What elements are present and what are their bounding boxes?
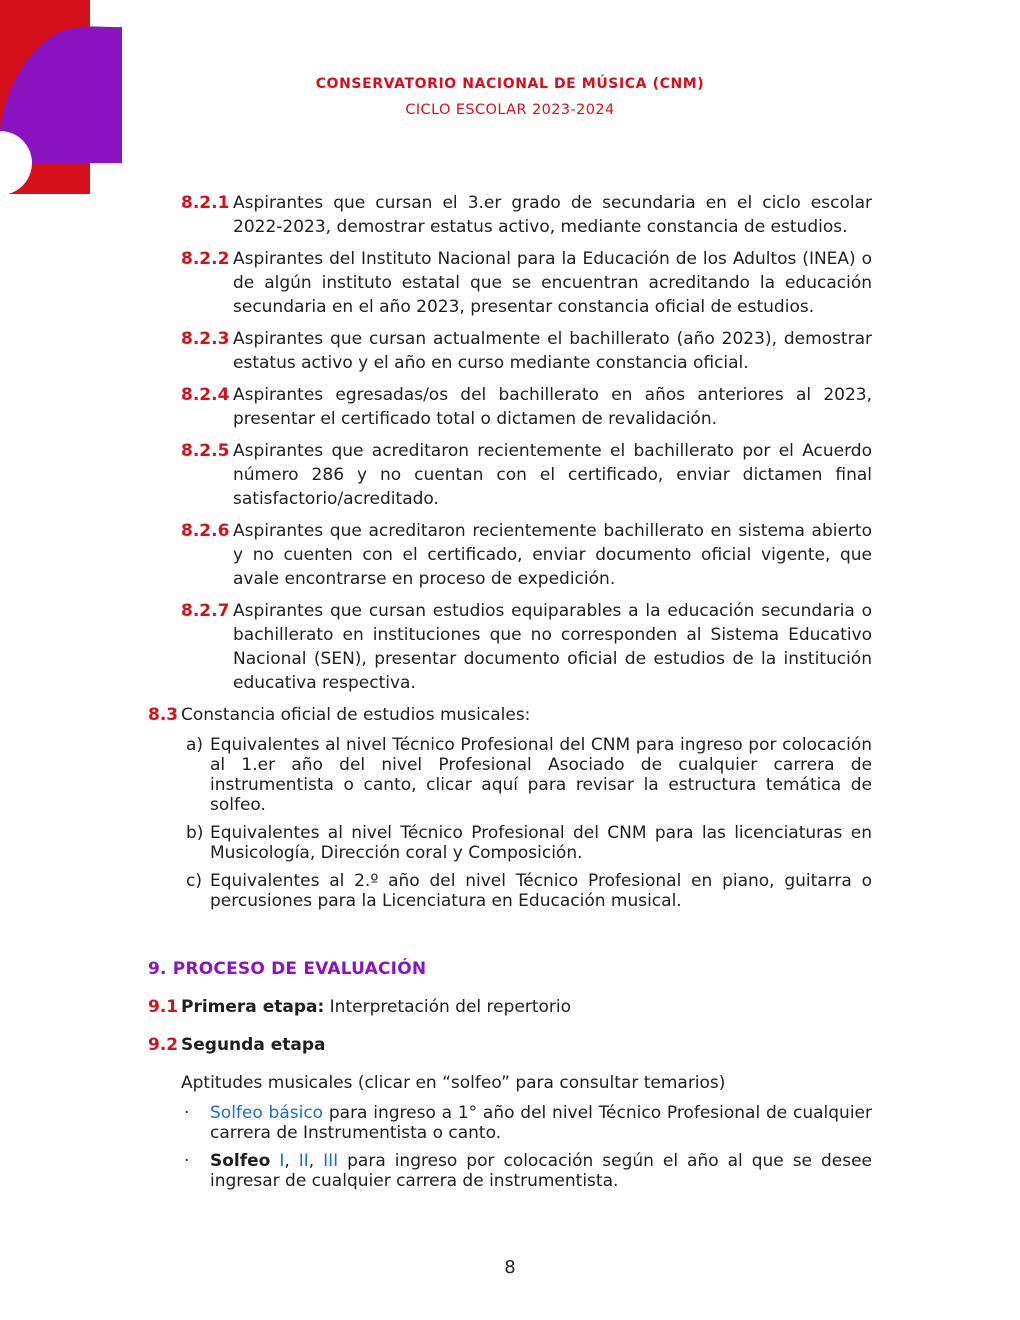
subsection-number: 8.2.4 [181, 385, 230, 405]
spacer [270, 1151, 279, 1171]
section-number: 9.2 [148, 1035, 179, 1055]
list-item [148, 823, 872, 863]
bullet-solfeo-levels [148, 1151, 872, 1191]
section-text: Constancia oficial de estudios musicales: [181, 705, 531, 725]
solfeo-ii-link[interactable]: II [298, 1151, 309, 1171]
subsection-text: Aspirantes que cursan el 3.er grado de secundaria en el ciclo escolar 2022-2023, demostrar estatus activo, mediante constancia de estudios. [233, 193, 872, 237]
school-cycle: CICLO ESCOLAR 2023-2024 [405, 102, 615, 118]
subsection-item [148, 247, 872, 319]
section-8-3 [148, 703, 872, 727]
list-letter: c) [186, 871, 202, 891]
aptitudes-intro: Aptitudes musicales (clicar en “solfeo” para consultar temarios) [181, 1073, 726, 1093]
solfeo-label: Solfeo [210, 1151, 271, 1171]
bullet-text: para ingreso por colocación según el año al que se desee ingresar de cualquier carrera de instrumentista. [210, 1151, 872, 1191]
section-number: 9.1 [148, 997, 179, 1017]
subsection-number: 8.2.7 [181, 601, 230, 621]
separator: , [284, 1151, 299, 1171]
subsection-text: Aspirantes que acreditaron recientemente bachillerato en sistema abierto y no cuenten con el certificado, enviar documento oficial vigente, que avale encontrarse en proceso de expedición. [233, 521, 872, 589]
solfeo-i-link[interactable]: I [279, 1151, 285, 1171]
subsection-text: Aspirantes egresadas/os del bachillerato en años anteriores al 2023, presentar el certificado total o dictamen de revalidación. [233, 385, 872, 429]
section-9-1 [148, 995, 872, 1019]
subsection-text: Aspirantes del Instituto Nacional para la Educación de los Adultos (INEA) o de algún instituto estatal que se encuentran acreditando la educación secundaria en el año 2023, presentar constancia oficial de estudios. [233, 249, 872, 317]
subsection-text: Aspirantes que cursan estudios equiparables a la educación secundaria o bachillerato en instituciones que no corresponden al Sistema Educativo Nacional (SEN), presentar documento oficial de estudios de la institución educativa respectiva. [233, 601, 872, 693]
stage-label: Primera etapa: [181, 997, 325, 1017]
document-header [0, 75, 1020, 119]
stage-text: Interpretación del repertorio [324, 997, 572, 1017]
subsection-text: Aspirantes que cursan actualmente el bachillerato (año 2023), demostrar estatus activo y el año en curso mediante constancia oficial. [233, 329, 872, 373]
subsection-item [148, 383, 872, 431]
alpha-list [148, 735, 872, 911]
list-text: Equivalentes al nivel Técnico Profesional del CNM para las licenciaturas en Musicología, Dirección coral y Composición. [210, 823, 872, 863]
subsection-item [148, 599, 872, 695]
list-letter: a) [186, 735, 204, 755]
list-item [148, 871, 872, 911]
section-9-2 [148, 1033, 872, 1057]
bullet-dot: · [184, 1151, 190, 1171]
bullet-dot: · [184, 1103, 190, 1123]
list-item [148, 735, 872, 815]
page-number: 8 [504, 1257, 516, 1278]
list-text: Equivalentes al 2.º año del nivel Técnico Profesional en piano, guitarra o percusiones para la Licenciatura en Educación musical. [210, 871, 872, 911]
subsection-item [148, 439, 872, 511]
solfeo-iii-link[interactable]: III [323, 1151, 339, 1171]
subsection-item [148, 519, 872, 591]
subsection-number: 8.2.5 [181, 441, 230, 461]
bullet-text: para ingreso a 1° año del nivel Técnico Profesional de cualquier carrera de Instrumentista o canto. [210, 1103, 872, 1143]
solfeo-basico-link[interactable]: Solfeo básico [210, 1103, 324, 1123]
section-heading-9: 9. PROCESO DE EVALUACIÓN [148, 959, 427, 979]
subsection-number: 8.2.2 [181, 249, 230, 269]
list-letter: b) [186, 823, 204, 843]
list-text: Equivalentes al nivel Técnico Profesional del CNM para ingreso por colocación al 1.er año del nivel Profesional Asociado de cualquier carrera de instrumentista o canto, clicar aquí para revisar la estructura temática de solfeo. [210, 735, 872, 815]
page-content [148, 191, 872, 1191]
subsection-number: 8.2.3 [181, 329, 230, 349]
separator: , [308, 1151, 324, 1171]
subsection-number: 8.2.6 [181, 521, 230, 541]
subsection-list [148, 191, 872, 695]
subsection-item [148, 327, 872, 375]
institution-name: CONSERVATORIO NACIONAL DE MÚSICA (CNM) [315, 76, 705, 92]
subsection-text: Aspirantes que acreditaron recientemente el bachillerato por el Acuerdo número 286 y no cuentan con el certificado, enviar dictamen final satisfactorio/acreditado. [233, 441, 872, 509]
section-number: 8.3 [148, 705, 179, 725]
subsection-number: 8.2.1 [181, 193, 230, 213]
stage-label: Segunda etapa [181, 1035, 326, 1055]
bullet-solfeo-basico [148, 1103, 872, 1143]
subsection-item [148, 191, 872, 239]
